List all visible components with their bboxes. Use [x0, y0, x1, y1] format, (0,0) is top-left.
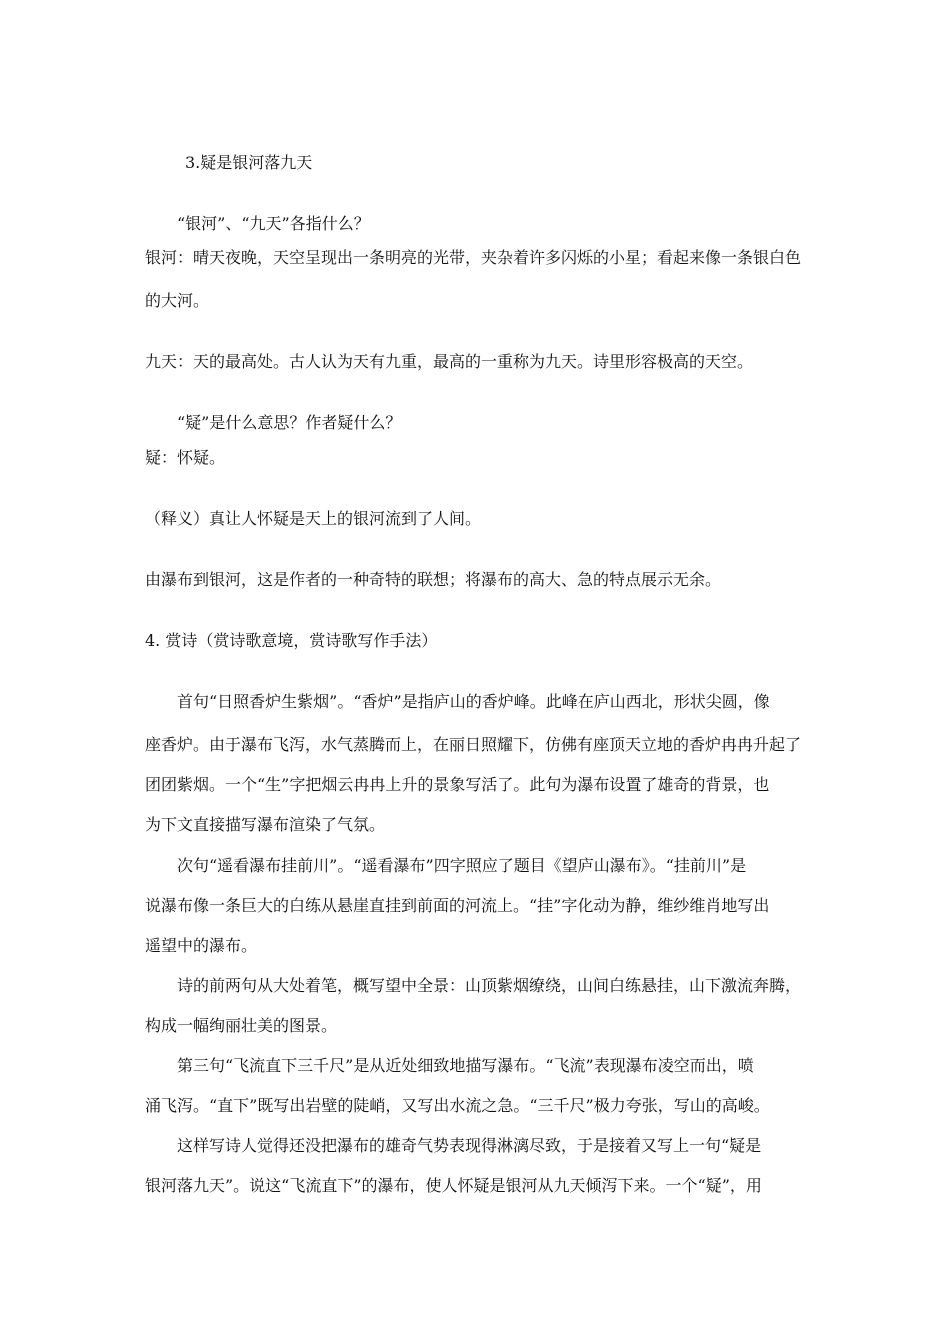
- para4-line: 涌飞泻。“直下”既写出岩壁的陡峭，又写出水流之急。“三千尺”极力夸张，写山的高峻。: [145, 1096, 770, 1115]
- para1-line: 为下文直接描写瀑布渲染了气氛。: [145, 815, 386, 834]
- jiutian-definition: 九天：天的最高处。古人认为天有九重，最高的一重称为九天。诗里形容极高的天空。: [145, 352, 754, 371]
- para2-line: 遥望中的瀑布。: [145, 936, 258, 955]
- para5-line: 银河落九天”。说这“飞流直下”的瀑布，使人怀疑是银河从九天倾泻下来。一个“疑”，用: [145, 1176, 762, 1195]
- yi-definition: 疑：怀疑。: [145, 448, 226, 467]
- question-yi: “疑”是什么意思？作者疑什么？: [177, 413, 402, 432]
- para5-line: 这样写诗人觉得还没把瀑布的雄奇气势表现得淋漓尽致，于是接着又写上一句“疑是: [177, 1136, 762, 1155]
- lianxiang-line: 由瀑布到银河，这是作者的一种奇特的联想；将瀑布的高大、急的特点展示无余。: [145, 570, 722, 589]
- shiyi-line: （释义）真让人怀疑是天上的银河流到了人间。: [145, 509, 482, 528]
- question-yinhe-jiutian: “银河”、“九天”各指什么？: [177, 214, 370, 233]
- yinhe-definition-line-1: 银河：晴天夜晚，天空呈现出一条明亮的光带，夹杂着许多闪烁的小星；看起来像一条银白色: [145, 248, 802, 267]
- section3-heading: 3.疑是银河落九天: [185, 153, 313, 172]
- para1-line: 座香炉。由于瀑布飞泻，水气蒸腾而上，在丽日照耀下，仿佛有座顶天立地的香炉冉冉升起了: [145, 735, 802, 754]
- section4-heading: 4. 赏诗（赏诗歌意境，赏诗歌写作手法）: [145, 631, 438, 650]
- para4-line: 第三句“飞流直下三千尺”是从近处细致地描写瀑布。“飞流”表现瀑布凌空而出，喷: [177, 1056, 754, 1075]
- para1-line: 团团紫烟。一个“生”字把烟云冉冉上升的景象写活了。此句为瀑布设置了雄奇的背景，也: [145, 775, 770, 794]
- para2-line: 说瀑布像一条巨大的白练从悬崖直挂到前面的河流上。“挂”字化动为静，维纱维肖地写出: [145, 896, 770, 915]
- para2-line: 次句“遥看瀑布挂前川”。“遥看瀑布”四字照应了题目《望庐山瀑布》。“挂前川”是: [177, 856, 747, 875]
- yinhe-definition-line-2: 的大河。: [145, 291, 210, 310]
- para3-line: 诗的前两句从大处着笔，概写望中全景：山顶紫烟缭绕，山间白练悬挂，山下激流奔腾，: [177, 976, 802, 995]
- para1-line: 首句“日照香炉生紫烟”。“香炉”是指庐山的香炉峰。此峰在庐山西北，形状尖圆，像: [177, 692, 770, 711]
- para3-line: 构成一幅绚丽壮美的图景。: [145, 1016, 338, 1035]
